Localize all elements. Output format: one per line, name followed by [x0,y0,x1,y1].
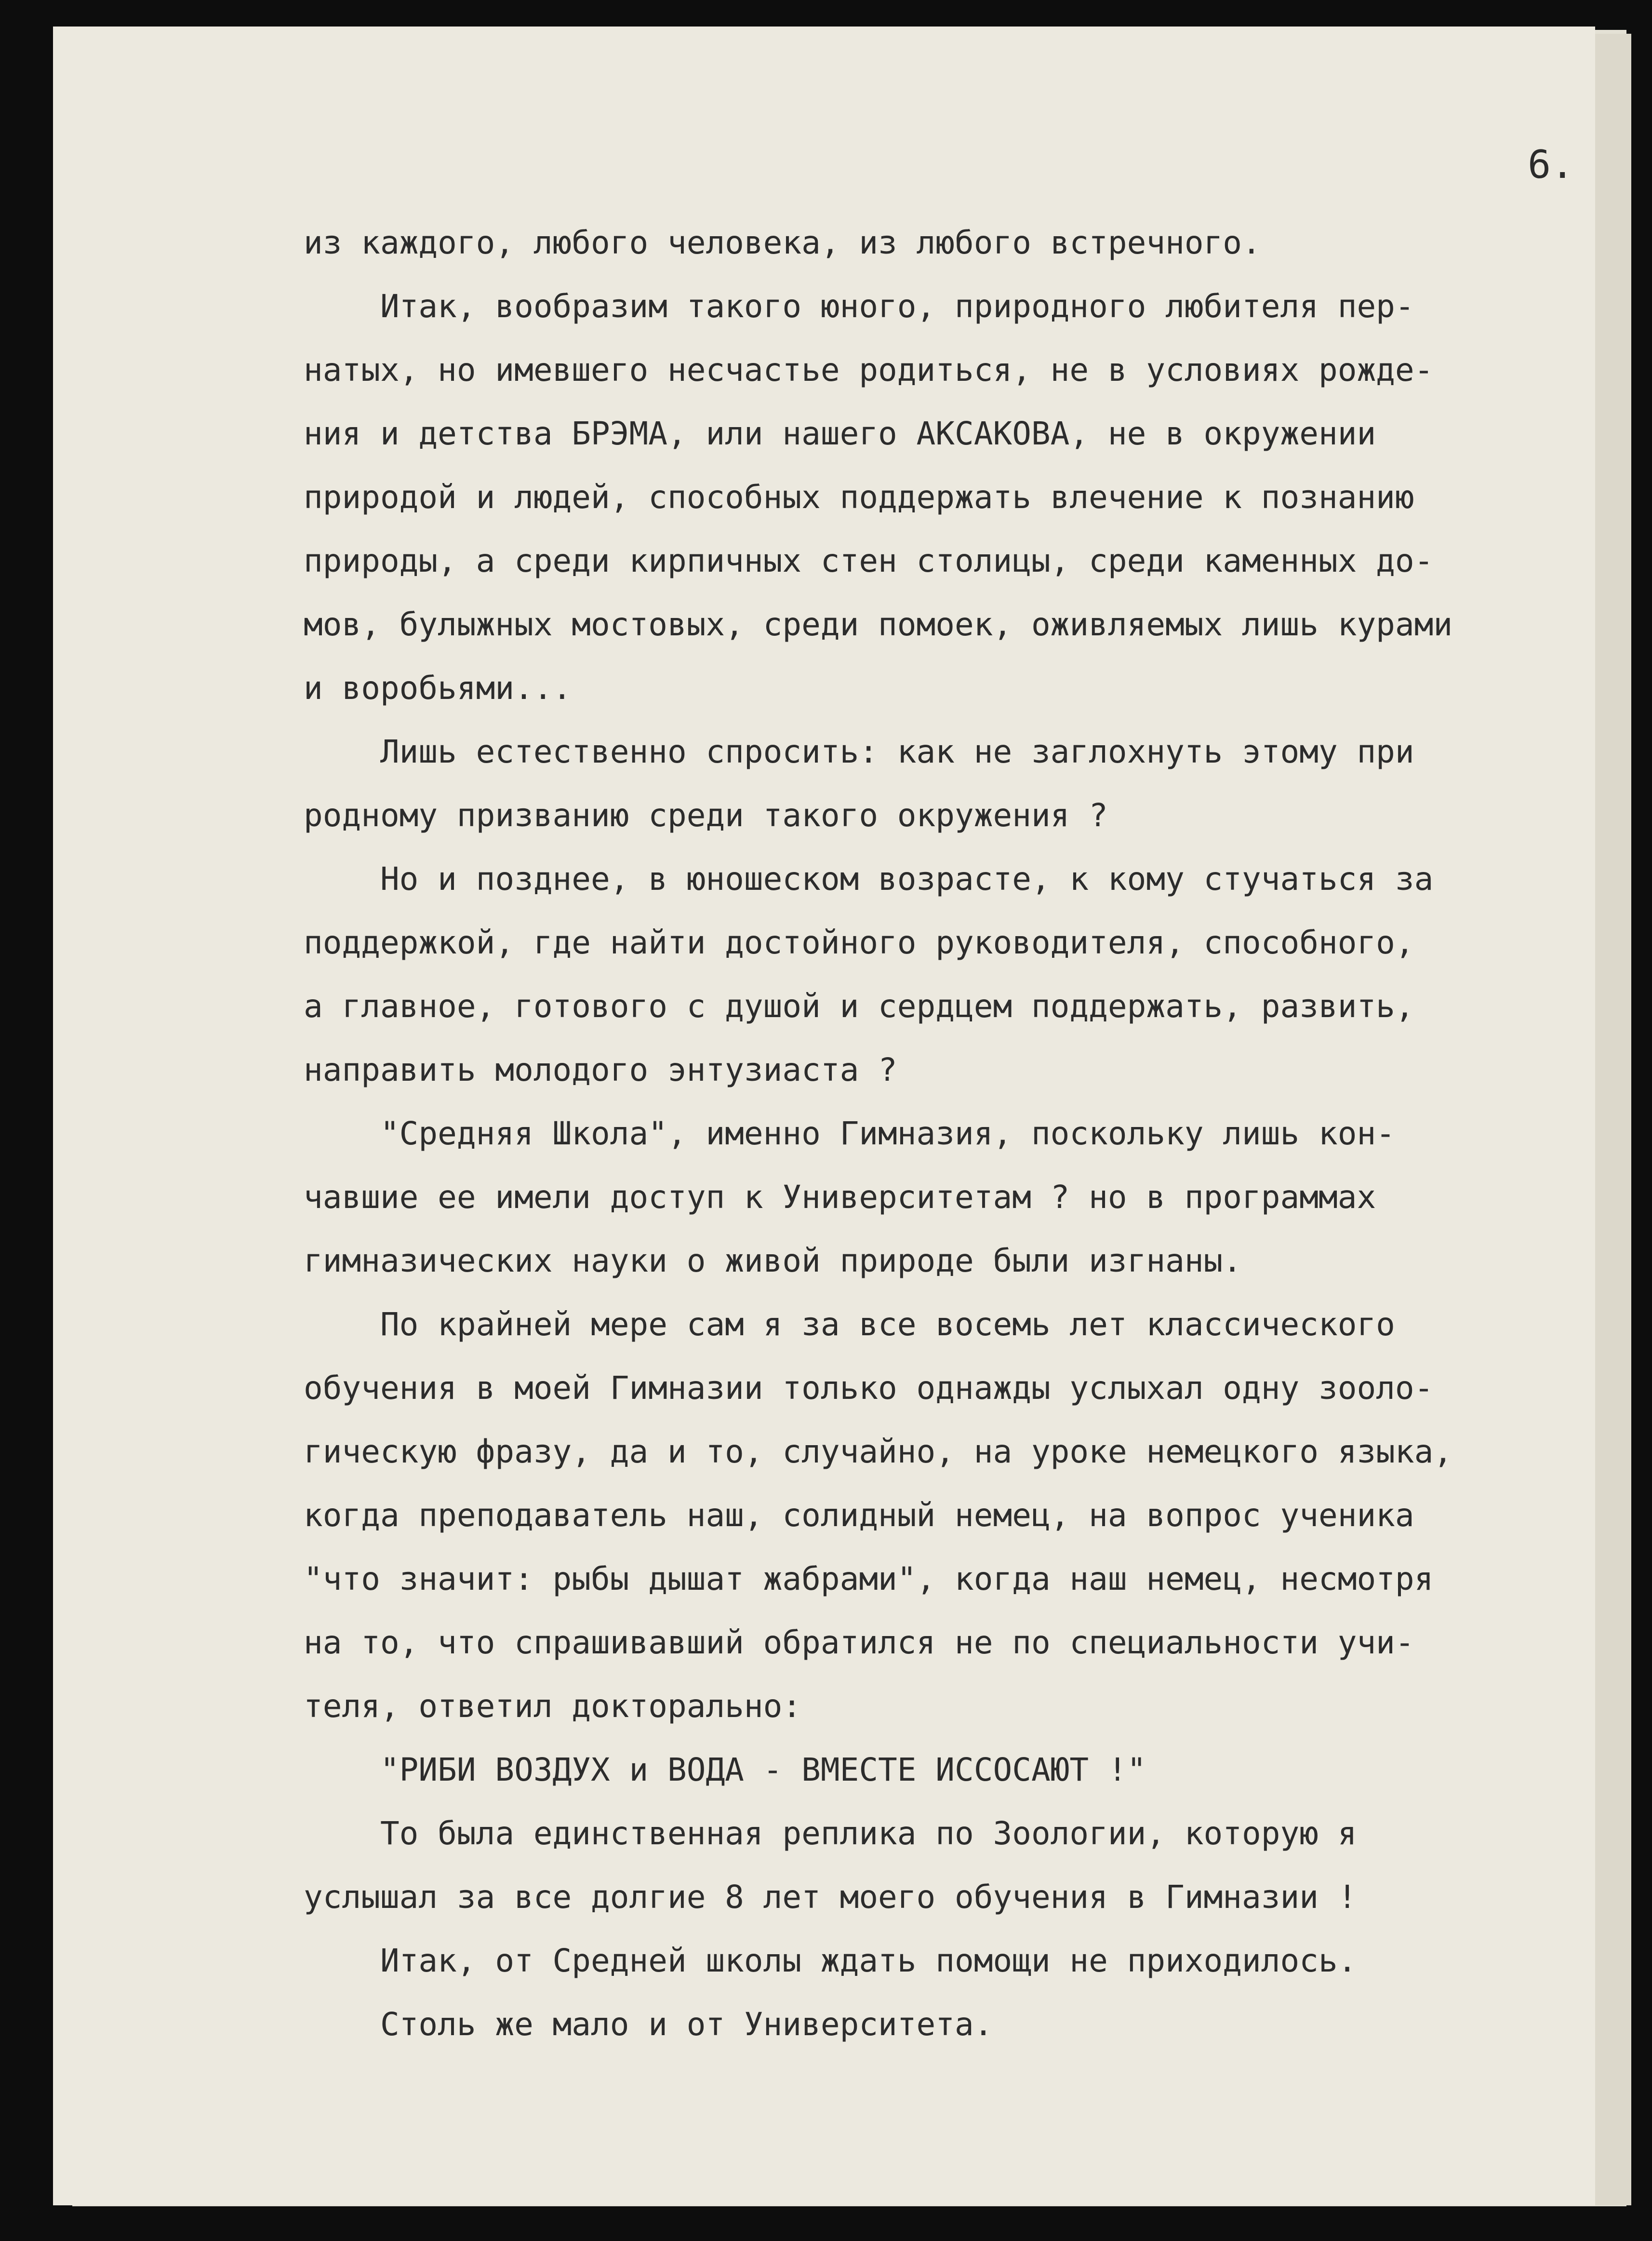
text-line: По крайней мере сам я за все восемь лет классического [304,1306,1395,1343]
text-line: поддержкой, где найти достойного руководителя, способного, [304,924,1414,961]
text-line: природой и людей, способных поддержать влечение к познанию [304,479,1414,516]
text-line: услышал за все долгие 8 лет моего обучения в Гимназии ! [304,1879,1357,1916]
text-line: Но и позднее, в юношеском возрасте, к кому стучаться за [304,860,1434,898]
text-line: родному призванию среди такого окружения ? [304,797,1108,834]
text-line: чавшие ее имели доступ к Университетам ? но в программах [304,1179,1376,1216]
text-line: ния и детства БРЭМА, или нашего АКСАКОВА, не в окружении [304,415,1376,452]
text-line: обучения в моей Гимназии только однажды услыхал одну зооло- [304,1369,1434,1407]
text-line: гимназических науки о живой природе были изгнаны. [304,1242,1242,1279]
text-line: "что значит: рыбы дышат жабрами", когда наш немец, несмотря [304,1560,1434,1597]
text-line: а главное, готового с душой и сердцем поддержать, развить, [304,988,1414,1025]
text-line: "Средняя Школа", именно Гимназия, поскольку лишь кон- [304,1115,1395,1152]
text-line: Итак, от Средней школы ждать помощи не приходилось. [304,1942,1357,1979]
text-line: направить молодого энтузиаста ? [304,1051,897,1088]
text-line: Лишь естественно спросить: как не заглохнуть этому при [304,733,1414,770]
text-line: и воробьями... [304,670,572,707]
text-line: на то, что спрашивавший обратился не по специальности учи- [304,1624,1414,1661]
text-line: когда преподаватель наш, солидный немец, на вопрос ученика [304,1497,1414,1534]
text-line: теля, ответил докторально: [304,1688,802,1725]
text-line: натых, но имевшего несчастье родиться, не в условиях рожде- [304,351,1434,389]
text-line: мов, булыжных мостовых, среди помоек, оживляемых лишь курами [304,606,1453,643]
text-line: природы, а среди кирпичных стен столицы, среди каменных до- [304,542,1434,579]
text-line: Итак, вообразим такого юного, природного любителя пер- [304,288,1414,325]
text-line: Столь же мало и от Университета. [304,2006,993,2043]
text-line: из каждого, любого человека, из любого встречного. [304,224,1261,261]
text-line: гическую фразу, да и то, случайно, на уроке немецкого языка, [304,1433,1453,1470]
page-number: 6. [1528,142,1574,187]
text-line: То была единственная реплика по Зоологии, которую я [304,1815,1357,1852]
typewritten-page [53,27,1595,2205]
text-line: "РИБИ ВОЗДУХ и ВОДА - ВМЕСТЕ ИССОСАЮТ !" [304,1751,1146,1788]
